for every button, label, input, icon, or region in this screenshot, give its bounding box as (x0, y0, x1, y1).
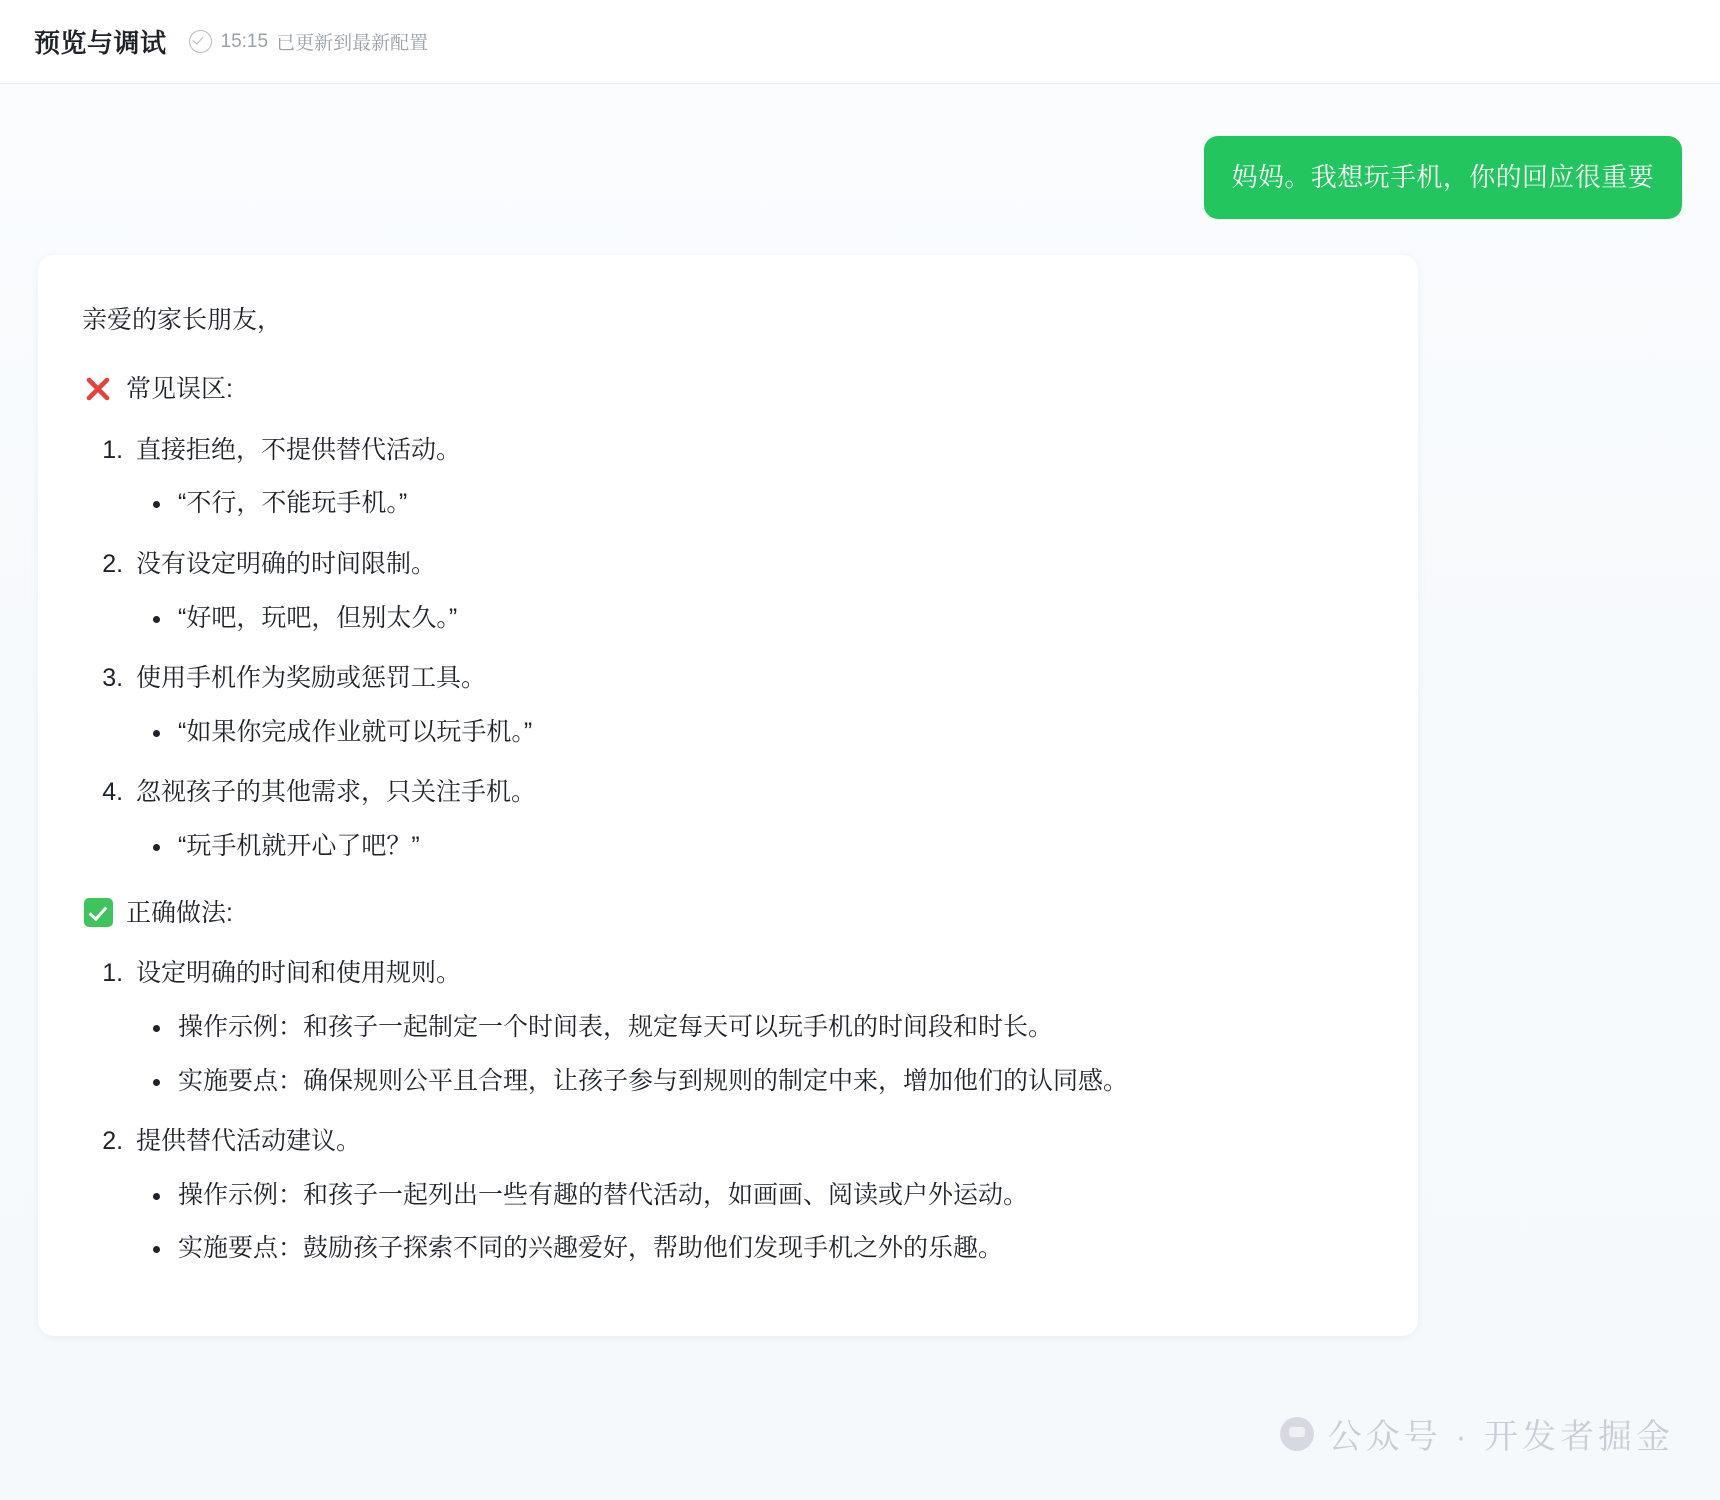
list-item-text: 使用手机作为奖励或惩罚工具。 (136, 664, 487, 692)
sub-list-item: • 操作示例：和孩子一起制定一个时间表，规定每天可以玩手机的时间段和时长。 (174, 1009, 1374, 1047)
user-message-bubble: 妈妈。我想玩手机，你的回应很重要 (1204, 136, 1682, 219)
sub-list-item: • “如果你完成作业就可以玩手机。” (174, 714, 1374, 752)
sub-list (136, 1009, 1374, 1100)
sub-list-item: • “玩手机就开心了吧？” (174, 828, 1374, 866)
chat-area (0, 84, 1720, 1500)
watermark-text: 公众号 · 开发者掘金 (1327, 1418, 1674, 1456)
watermark-logo-icon (1280, 1417, 1314, 1451)
mistakes-list (82, 431, 1374, 866)
status-text: 已更新到最新配置 (276, 33, 429, 54)
page-title: 预览与调试 (34, 28, 167, 58)
list-item (130, 431, 1374, 523)
status-time: 15:15 (220, 30, 269, 52)
check-circle-icon (189, 30, 212, 53)
list-item-text: 直接拒绝，不提供替代活动。 (136, 435, 462, 464)
red-cross-icon (82, 373, 114, 405)
list-item (130, 545, 1374, 637)
page-header (0, 0, 1720, 84)
sub-list-item: • 实施要点：确保规则公平且合理，让孩子参与到规则的制定中来，增加他们的认同感。 (174, 1063, 1374, 1101)
list-item-text: 提供替代活动建议。 (136, 1127, 362, 1155)
section-title: 常见误区: (126, 374, 233, 403)
config-status (189, 28, 429, 55)
list-item (130, 659, 1374, 751)
sub-list (136, 828, 1374, 866)
user-message-row (38, 136, 1682, 219)
watermark (1280, 1409, 1674, 1458)
list-item (130, 1122, 1374, 1268)
list-item (130, 954, 1374, 1100)
sub-list-item: • “好吧，玩吧，但别太久。” (174, 600, 1374, 638)
list-item-text: 忽视孩子的其他需求，只关注手机。 (136, 778, 537, 807)
list-item (130, 773, 1374, 865)
sub-list (136, 485, 1374, 523)
list-item-text: 没有设定明确的时间限制。 (136, 549, 437, 578)
section-heading-correct (82, 894, 1374, 933)
greeting-text: 亲爱的家长朋友， (82, 306, 283, 334)
sub-list (136, 600, 1374, 638)
sub-list-item: • 操作示例：和孩子一起列出一些有趣的替代活动，如画画、阅读或户外运动。 (174, 1177, 1374, 1215)
bot-message-row (38, 255, 1682, 1336)
bot-message-bubble (38, 255, 1418, 1336)
list-item-text: 设定明确的时间和使用规则。 (136, 959, 462, 988)
sub-list (136, 714, 1374, 752)
sub-list (136, 1177, 1374, 1268)
sub-list-item: • 实施要点：鼓励孩子探索不同的兴趣爱好，帮助他们发现手机之外的乐趣。 (174, 1230, 1374, 1268)
sub-list-item: • “不行，不能玩手机。” (174, 485, 1374, 523)
section-title: 正确做法: (126, 898, 233, 927)
green-check-icon (82, 897, 114, 929)
correct-practices-list (82, 954, 1374, 1268)
section-heading-mistakes (82, 370, 1374, 409)
